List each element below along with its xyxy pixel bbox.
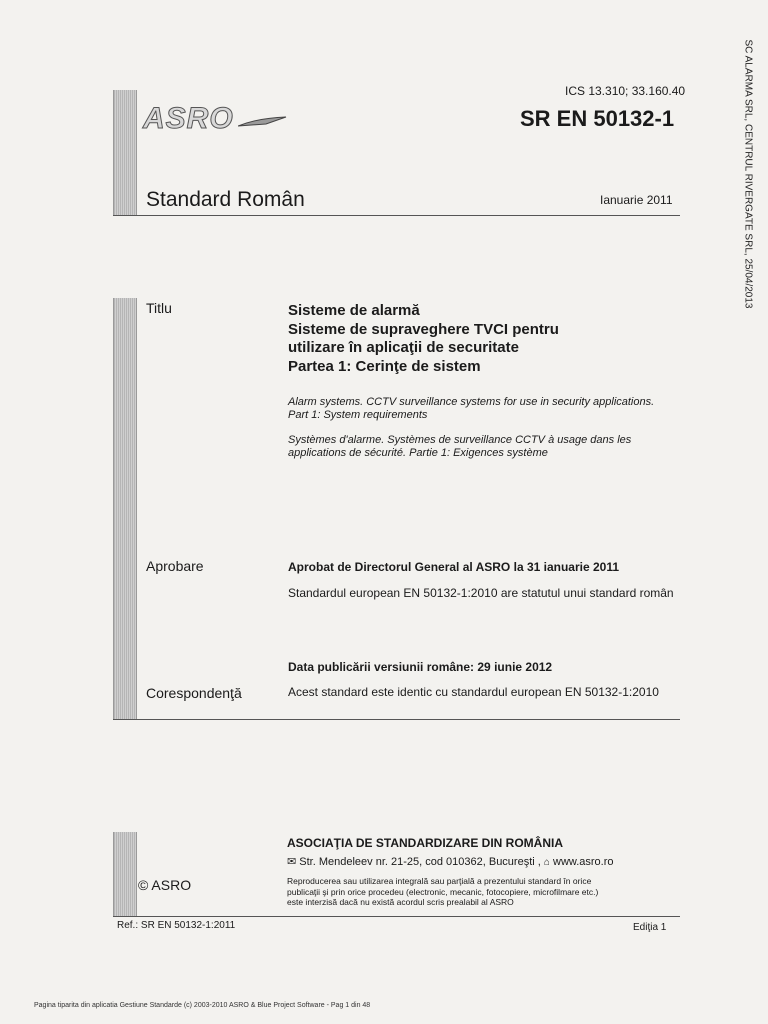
copyright: © ASRO [138,877,192,893]
notice-line: publicaţii şi prin orice procedeu (electronic, mecanic, fotocopiere, microfilmare etc.) [287,886,599,897]
title-fr-line: Systèmes d'alarme. Systèmes de surveillance CCTV à usage dans les [288,434,632,446]
notice-line: este interzisă dacă nu există acordul scris prealabil al ASRO [287,897,514,907]
footer-gray-bar [113,832,137,917]
main-gray-bar [113,298,137,720]
org-name: ASOCIAŢIA DE STANDARDIZARE DIN ROMÂNIA [287,836,563,850]
issue-date: Ianuarie 2011 [600,193,673,207]
asro-logo-text: ASRO [143,102,234,135]
approved-by: Aprobat de Directorul General al ASRO la 31 ianuarie 2011 [288,560,620,574]
header-rule [113,215,680,216]
title-line: Partea 1: Cerinţe de sistem [288,357,481,375]
title-line: utilizare în aplicaţii de securitate [288,339,519,356]
title-ro [288,302,559,376]
notice-line: Reproducerea sau utilizarea integrală sau parţială a prezentului standard în orice [287,876,592,886]
title-line: Sisteme de supraveghere TVCI pentru [288,320,559,338]
aprobare-label: Aprobare [146,558,204,574]
titlu-label: Titlu [146,300,172,316]
title-fr [288,434,631,460]
header-gray-bar [113,90,137,216]
main-rule [113,719,680,720]
website-link[interactable]: www.asro.ro [553,856,614,868]
address-text: Str. Mendeleev nr. 21-25, cod 010362, Bucureşti , [299,856,541,868]
publication-date: Data publicării versiunii române: 29 iunie 2012 [288,660,553,674]
globe-icon: ⌂ [543,857,550,868]
side-stamp: SC ALARMA SRL, CENTRUL RIVERGATE SRL, 25/04/2013 [742,39,754,309]
title-en-line: Part 1: System requirements [288,409,428,421]
footer-rule [113,916,680,917]
corespondenta-label: Corespondenţă [146,685,242,701]
asro-logo [143,102,293,146]
title-en-line: Alarm systems. CCTV surveillance systems for use in security applications. [288,396,655,408]
edition: Ediţia 1 [633,922,667,933]
envelope-icon: ✉ [287,856,297,868]
corespondenta-text: Acest standard este identic cu standardul european EN 50132-1:2010 [288,685,659,699]
title-fr-line: applications de sécurité. Partie 1: Exigences système [288,447,548,459]
title-en [288,396,654,422]
print-footer: Pagina tiparita din aplicatia Gestiune Standarde (c) 2003-2010 ASRO & Blue Project Software - Pag 1 din 48 [34,1002,371,1009]
standard-code: SR EN 50132-1 [520,106,675,131]
logo-swoosh-icon [238,114,288,134]
address-line [287,855,614,868]
title-line: Sisteme de alarmă [288,302,420,319]
reference: Ref.: SR EN 50132-1:2011 [117,920,236,931]
approval-status: Standardul european EN 50132-1:2010 are statutul unui standard român [288,586,674,600]
standard-roman-title: Standard Român [146,188,305,211]
ics-code: ICS 13.310; 33.160.40 [565,84,686,98]
reproduction-notice [287,876,598,908]
